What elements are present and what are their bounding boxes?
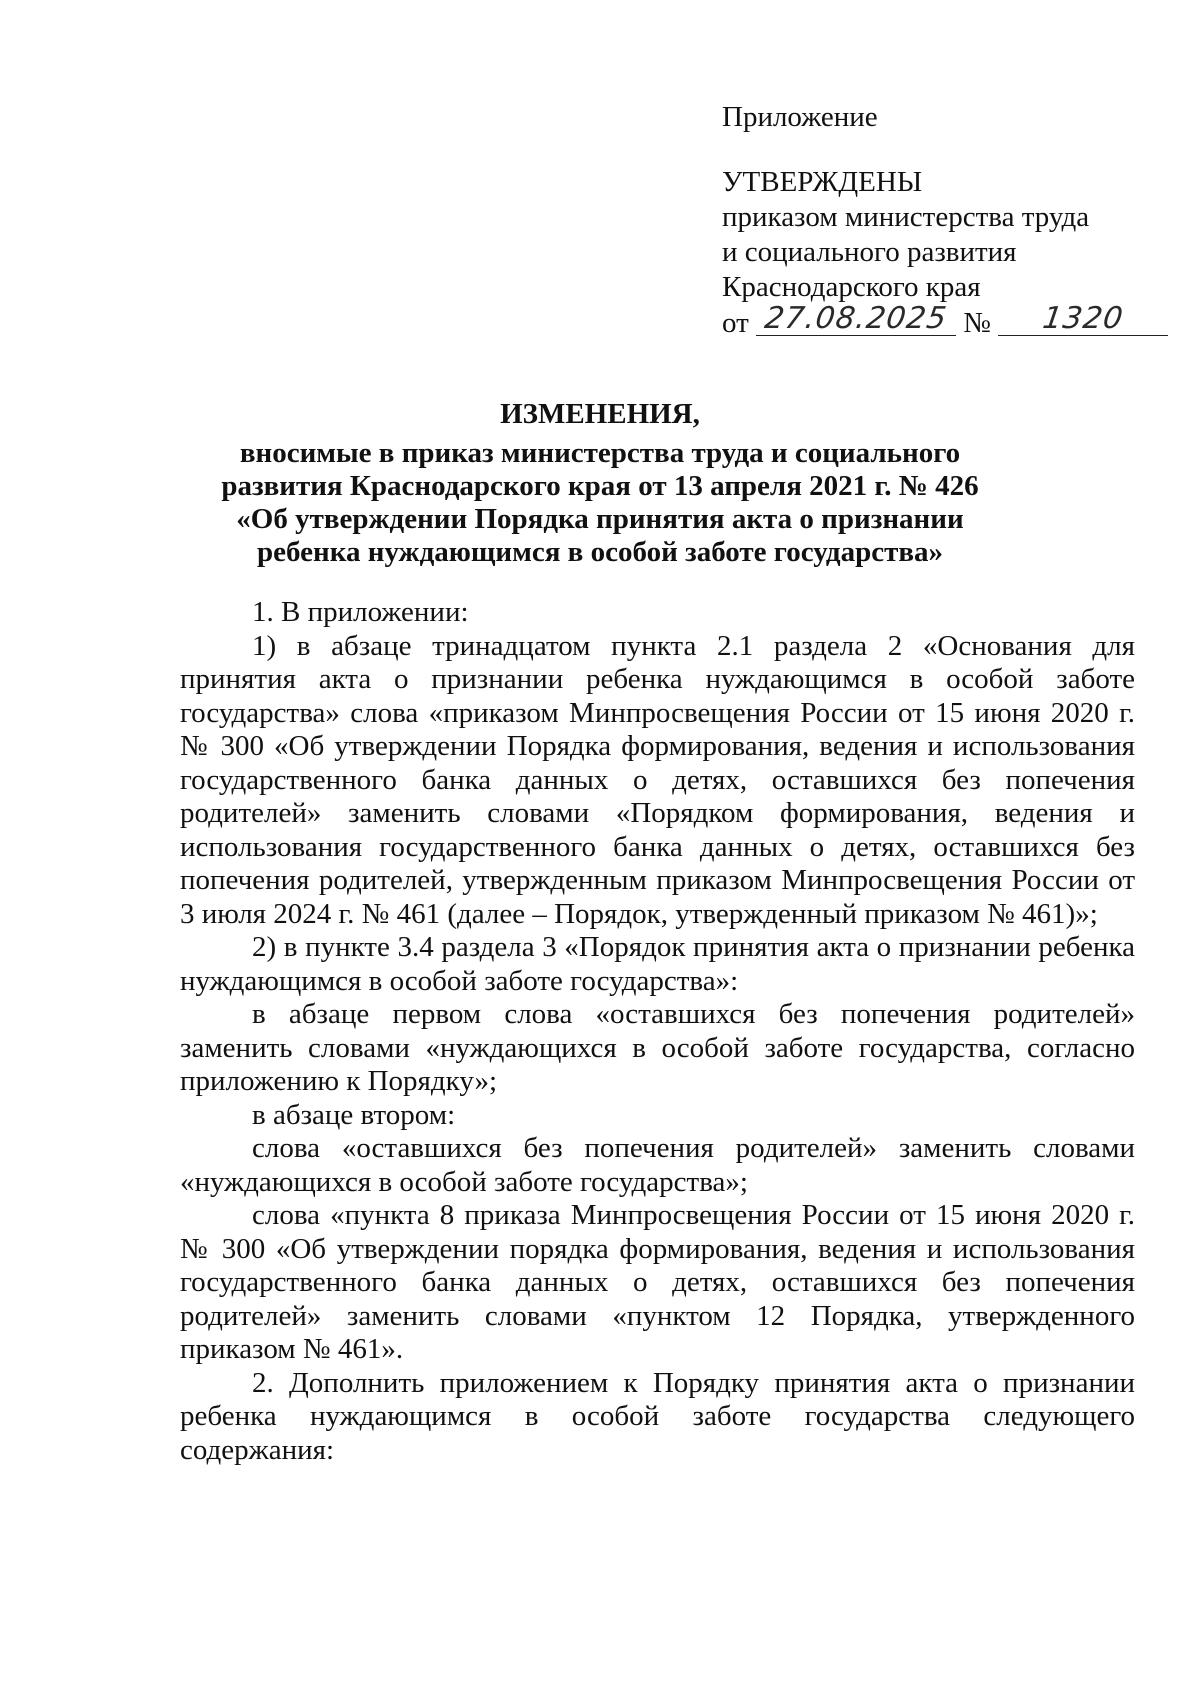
date-prefix: от	[722, 307, 749, 339]
document-body	[180, 596, 1135, 1467]
body-paragraph: слова «пункта 8 приказа Минпросвещения России от 15 июня 2020 г. № 300 «Об утверждении порядка формирования, ведения и использования государственного банка данных о детях, оставшихся без попечения родителей» заменить словами «пунктом 12 Порядка, утвержденного приказом № 461».	[180, 1199, 1135, 1365]
approval-block	[722, 100, 1142, 340]
document-title	[0, 398, 1200, 569]
approval-line-1: приказом министерства труда	[722, 201, 1090, 233]
approval-line-3: Краснодарского края	[722, 271, 981, 303]
body-paragraph: 2. Дополнить приложением к Порядку принятия акта о признании ребенка нуждающимся в особой заботе государства следующего содержания:	[180, 1366, 1135, 1466]
appendix-label: Приложение	[722, 101, 878, 133]
body-paragraph: слова «оставшихся без попечения родителей» заменить словами «нуждающихся в особой заботе государства»;	[180, 1132, 1135, 1198]
approved-label: УТВЕРЖДЕНЫ	[722, 166, 923, 198]
title-line: ребенка нуждающимся в особой заботе государства»	[257, 536, 943, 568]
title-line: «Об утверждении Порядка принятия акта о признании	[236, 503, 964, 535]
body-paragraph: в абзаце втором:	[252, 1098, 456, 1131]
body-paragraph: в абзаце первом слова «оставшихся без попечения родителей» заменить словами «нуждающихся в особой заботе государства, согласно приложению к Порядку»;	[180, 998, 1135, 1097]
handwritten-number: 1320	[1040, 301, 1126, 336]
approval-line-2: и социального развития	[722, 236, 1017, 268]
date-field	[756, 301, 956, 336]
body-paragraph: 1. В приложении:	[252, 596, 469, 628]
title-main: ИЗМЕНЕНИЯ,	[500, 398, 700, 430]
date-number-line	[722, 301, 1142, 340]
title-line: вносимые в приказ министерства труда и социального	[239, 437, 961, 469]
body-paragraph: 2) в пункте 3.4 раздела 3 «Порядок принятия акта о признании ребенка нуждающимся в особой заботе государства»:	[180, 931, 1135, 997]
title-line: развития Краснодарского края от 13 апреля 2021 г. № 426	[221, 470, 979, 502]
handwritten-date: 27.08.2025	[762, 301, 950, 336]
body-paragraph: 1) в абзаце тринадцатом пункта 2.1 раздела 2 «Основания для принятия акта о признании ребенка нуждающимся в особой заботе государства» слова «приказом Минпросвещения России от 15 июня 2020 г. № 300 «Об утверждении Порядка формирования, ведения и использования государственного банка данных о детях, оставшихся без попечения родителей» заменить словами «Порядком формирования, ведения и использования государственного банка данных о детях, оставшихся без попечения родителей, утвержденным приказом Минпросвещения России от 3 июля 2024 г. № 461 (далее – Порядок, утвержденный приказом № 461)»;	[180, 629, 1135, 930]
number-label: №	[963, 307, 991, 339]
number-field	[998, 301, 1168, 336]
